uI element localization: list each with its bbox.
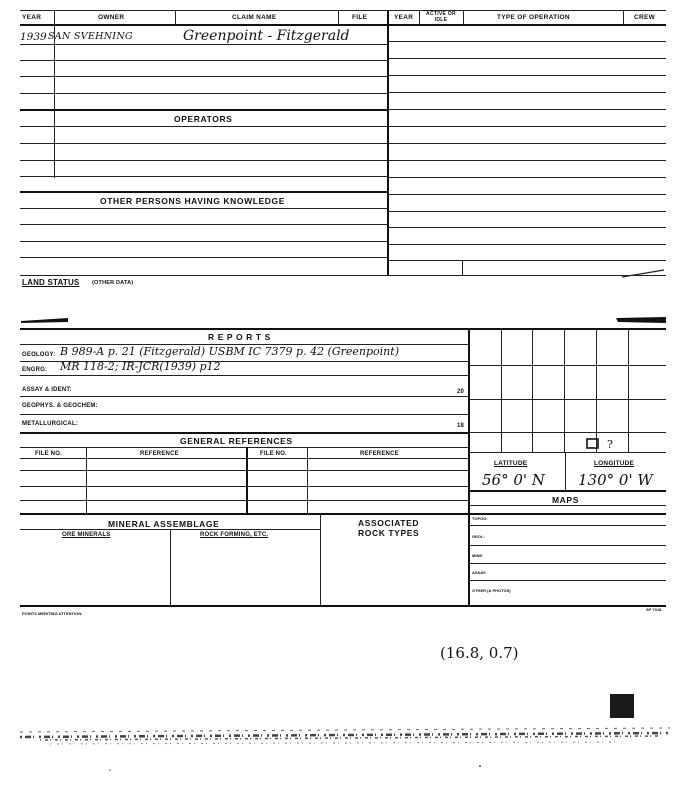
maps-other: OTHER (& PHOTOS) [472, 588, 511, 593]
col-reference-2: REFERENCE [360, 451, 399, 457]
question-mark: ? [607, 438, 613, 451]
geology-value: B 989-A p. 21 (Fitzgerald) USBM IC 7379 p. 42 (Greenpoint) [60, 345, 399, 358]
longitude-label: LONGITUDE [594, 460, 635, 467]
reports-title: R E P O R T S [208, 332, 271, 342]
mineral-assemblage-title: MINERAL ASSEMBLAGE [108, 519, 220, 529]
entry-year: 1939 [20, 31, 47, 43]
header-file: FILE [352, 14, 368, 21]
header-year: YEAR [22, 14, 42, 21]
points-meriting-label: POINTS MERITING ATTENTION: [22, 611, 83, 616]
left-bar-mark [20, 316, 70, 324]
col-file-no-2: FILE NO. [260, 451, 287, 457]
engrg-value: MR 118-2; IR-JCR(1939) p12 [60, 360, 221, 373]
grid-num-18: 18 [457, 423, 465, 429]
entry-owner: SAN SVEHNING [48, 31, 133, 42]
grid-num-20: 20 [457, 389, 465, 395]
other-persons-label: OTHER PERSONS HAVING KNOWLEDGE [100, 196, 286, 206]
entry-claim-name: Greenpoint - Fitzgerald [183, 28, 350, 44]
operators-label: OPERATORS [174, 114, 233, 124]
col-file-no: FILE NO. [35, 451, 62, 457]
engrg-label: ENGRG: [22, 367, 48, 373]
rock-types-label: ROCK TYPES [358, 528, 420, 538]
header-type-of-operation: TYPE OF OPERATION [497, 14, 570, 21]
header-year-2: YEAR [394, 14, 414, 21]
maps-geol: GEOL: [472, 534, 485, 539]
latitude-value: 56° 0' N [482, 471, 545, 489]
maps-title: MAPS [552, 495, 579, 505]
maps-topog: TOPOG: [472, 516, 488, 521]
general-references-title: GENERAL REFERENCES [180, 436, 293, 446]
land-status-sub: (OTHER DATA) [92, 280, 134, 286]
header-crew: CREW [634, 14, 656, 21]
associated-label: ASSOCIATED [358, 518, 420, 528]
handwritten-note: (16.8, 0.7) [440, 644, 519, 662]
assay-label: ASSAY & IDENT: [22, 387, 72, 393]
col-reference: REFERENCE [140, 451, 179, 457]
right-bar-mark [614, 316, 668, 324]
corner-mark [620, 268, 666, 278]
header-claim-name: CLAIM NAME [232, 14, 277, 21]
rock-forming-label: ROCK FORMING, ETC. [200, 532, 269, 538]
longitude-value: 130° 0' W [578, 471, 653, 489]
latitude-label: LATITUDE [494, 460, 528, 467]
form-code: SP 7018 [646, 607, 662, 612]
header-active-idle: ACTIVE OR IDLE [426, 11, 456, 23]
maps-mine: MINE: [472, 553, 484, 558]
land-status-label: LAND STATUS [22, 278, 80, 287]
location-marker [585, 436, 601, 450]
geophys-label: GEOPHYS. & GEOCHEM: [22, 403, 98, 409]
ore-minerals-label: ORE MINERALS [62, 532, 111, 538]
geology-label: GEOLOGY: [22, 352, 56, 358]
metallurgical-label: METALLURGICAL: [22, 421, 79, 427]
maps-assay: ASSAY: [472, 570, 487, 575]
header-owner: OWNER [98, 14, 125, 21]
